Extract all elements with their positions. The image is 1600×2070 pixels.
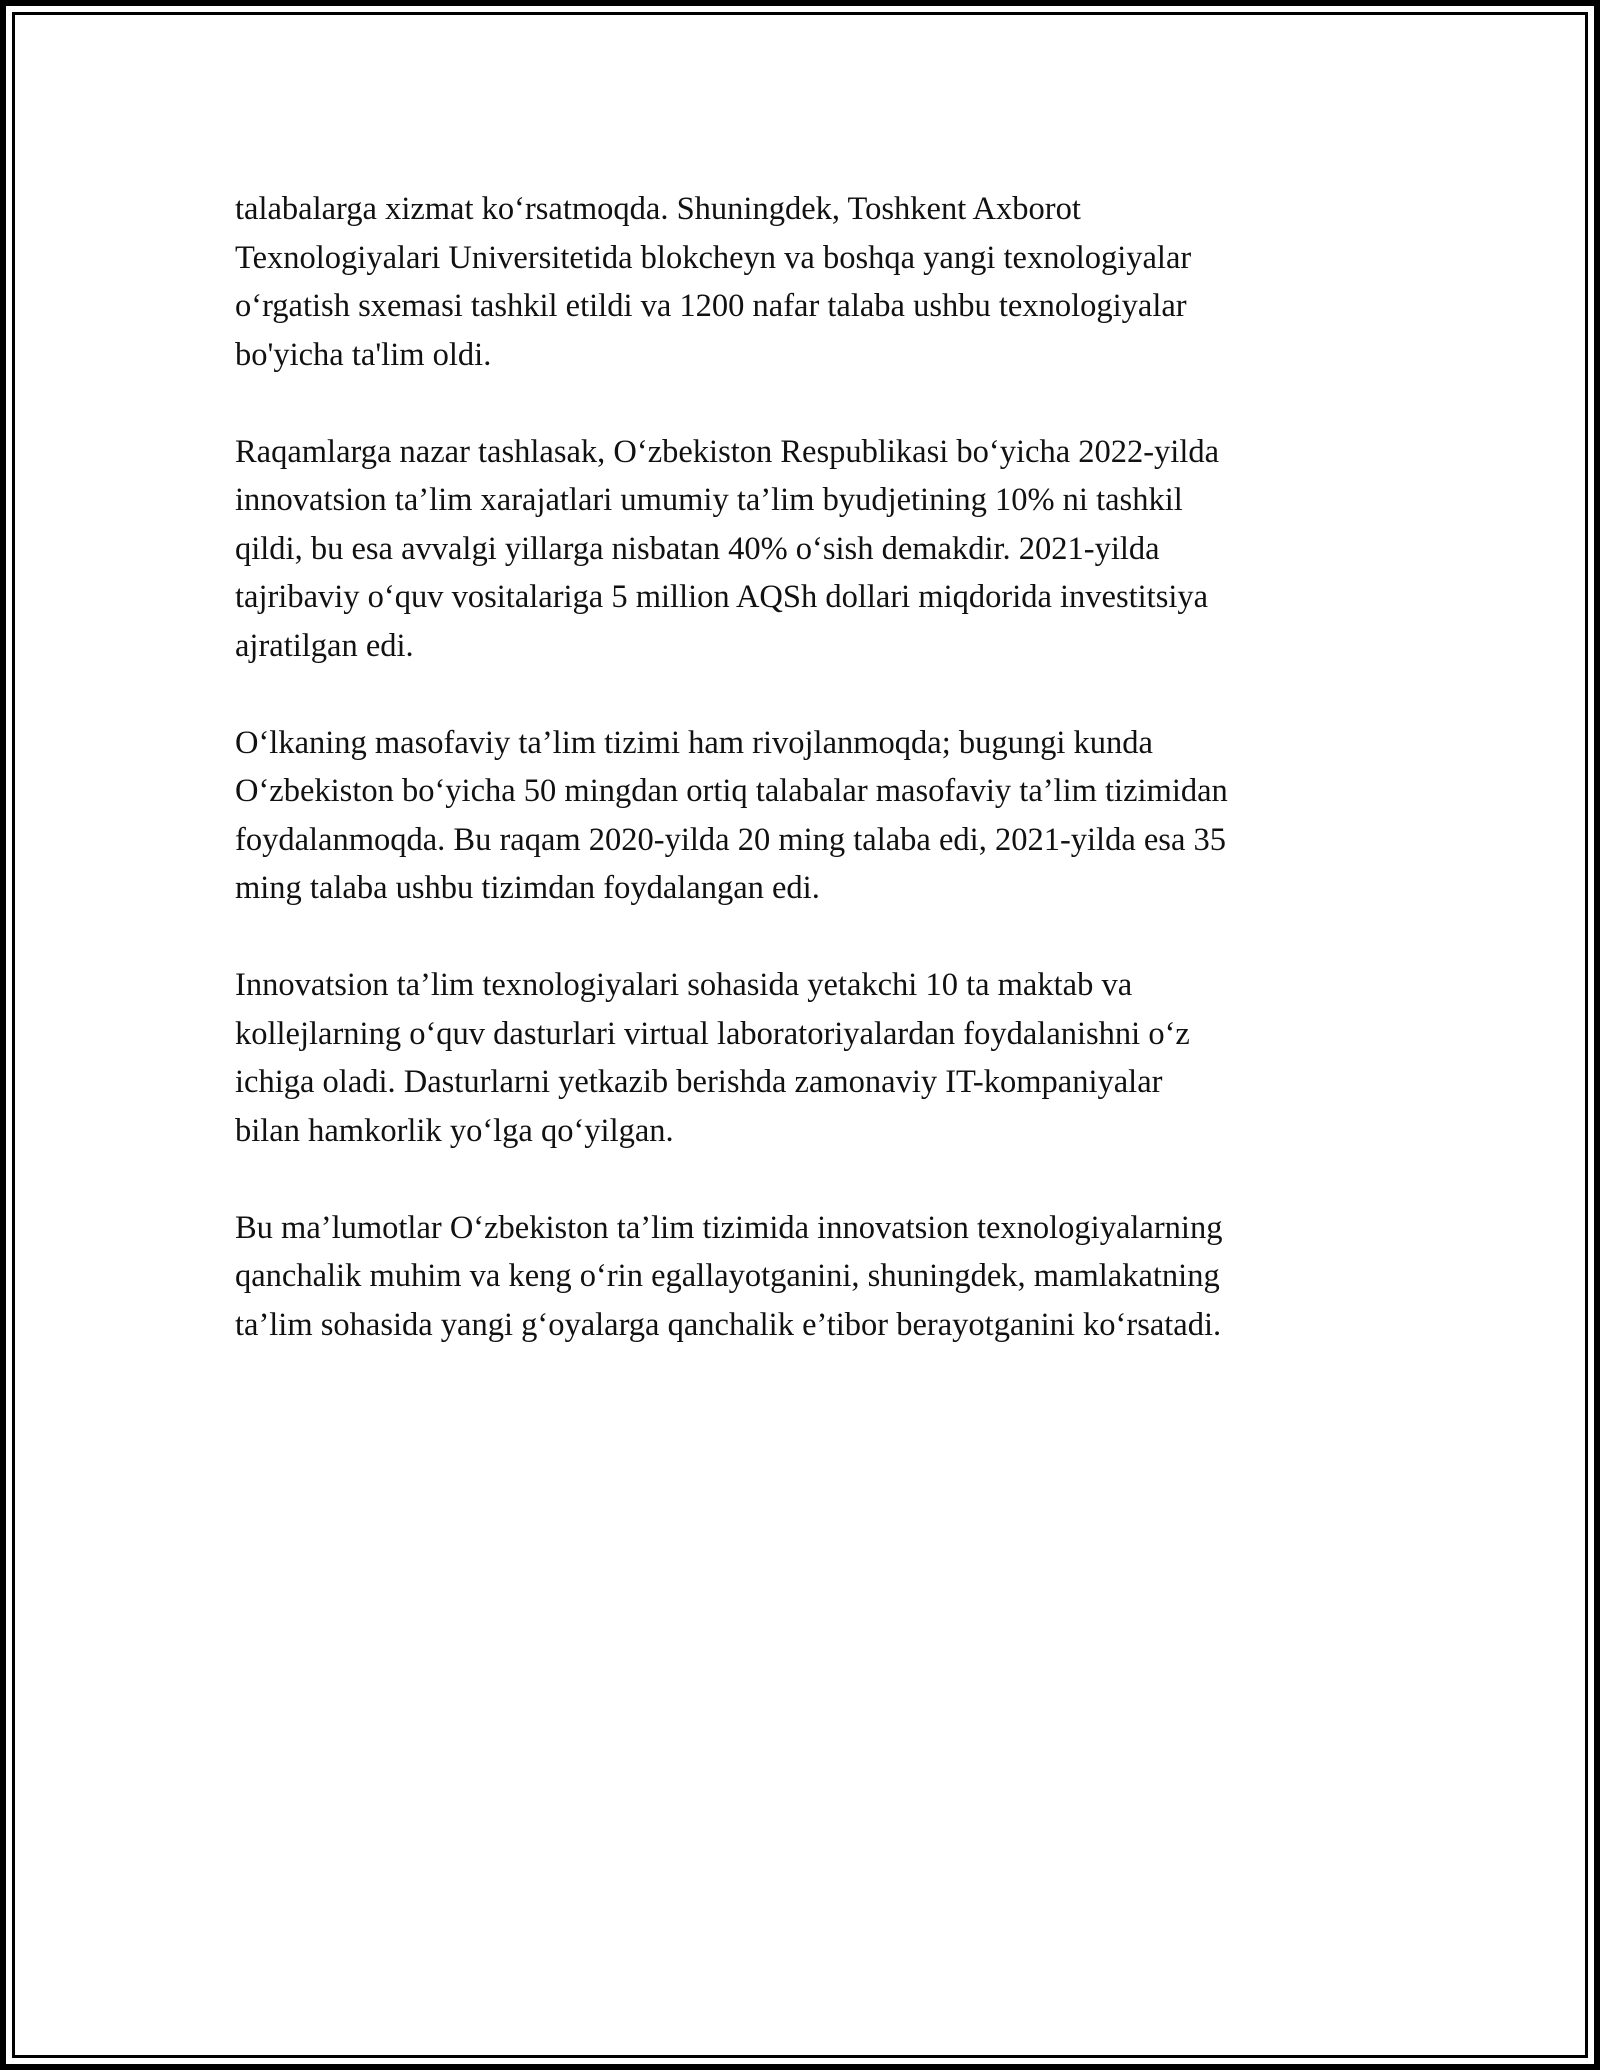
text-line: bilan hamkorlik yo‘lga qo‘yilgan. [235, 1112, 674, 1149]
text-line: O‘zbekiston bo‘yicha 50 mingdan ortiq talabalar masofaviy ta’lim tizimidan [235, 773, 1228, 809]
text-line: qanchalik muhim va keng o‘rin egallayotganini, shuningdek, mamlakatning [235, 1258, 1220, 1294]
text-line: ajratilgan edi. [235, 627, 414, 664]
text-line: o‘rgatish sxemasi tashkil etildi va 1200 nafar talaba ushbu texnologiyalar [235, 288, 1187, 324]
text-line: tajribaviy o‘quv vositalariga 5 million AQSh dollari miqdorida investitsiya [235, 579, 1209, 615]
paragraph-2 [235, 428, 1415, 671]
paragraph-1 [235, 185, 1415, 379]
text-line: O‘lkaning masofaviy ta’lim tizimi ham rivojlanmoqda; bugungi kunda [235, 724, 1153, 761]
text-line: Raqamlarga nazar tashlasak, O‘zbekiston Respublikasi bo‘yicha 2022-yilda [235, 433, 1220, 470]
text-line: bo'yicha ta'lim oldi. [235, 336, 492, 373]
paragraph-4 [235, 961, 1415, 1155]
text-line: ichiga oladi. Dasturlarni yetkazib berishda zamonaviy IT-kompaniyalar [235, 1064, 1163, 1100]
text-line: ta’lim sohasida yangi g‘oyalarga qanchalik e’tibor berayotganini ko‘rsatadi. [235, 1306, 1222, 1343]
text-line: Innovatsion ta’lim texnologiyalari sohasida yetakchi 10 ta maktab va [235, 967, 1133, 1003]
text-line: talabalarga xizmat ko‘rsatmoqda. Shuningdek, Toshkent Axborot [235, 191, 1081, 227]
paragraph-5 [235, 1204, 1415, 1350]
text-line: foydalanmoqda. Bu raqam 2020-yilda 20 ming talaba edi, 2021-yilda esa 35 [235, 821, 1226, 858]
text-line: Texnologiyalari Universitetida blokcheyn va boshqa yangi texnologiyalar [235, 239, 1192, 276]
text-line: innovatsion ta’lim xarajatlari umumiy ta’lim byudjetining 10% ni tashkil [235, 482, 1183, 518]
text-line: ming talaba ushbu tizimdan foydalangan edi. [235, 870, 820, 906]
text-line: qildi, bu esa avvalgi yillarga nisbatan 40% o‘sish demakdir. 2021-yilda [235, 530, 1160, 567]
text-line: Bu ma’lumotlar O‘zbekiston ta’lim tizimida innovatsion texnologiyalarning [235, 1209, 1223, 1246]
text-line: kollejlarning o‘quv dasturlari virtual laboratoriyalardan foydalanishni o‘z [235, 1015, 1190, 1052]
paragraph-3 [235, 719, 1415, 913]
document-body [235, 185, 1415, 1398]
